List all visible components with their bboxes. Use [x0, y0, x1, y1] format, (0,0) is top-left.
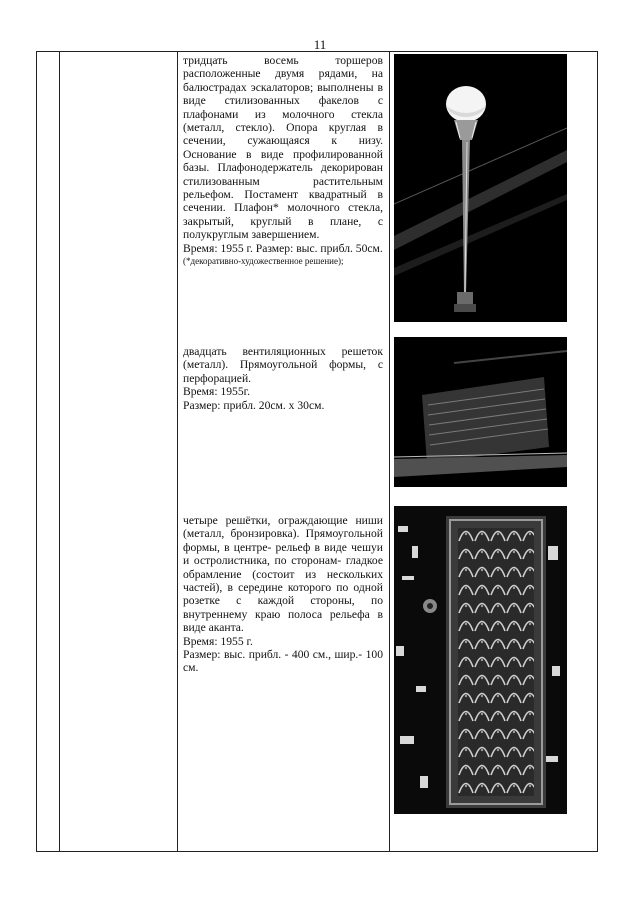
- entry-3-description: четыре решётки, ограждающие ниши (металл, бронзировка). Прямоугольной формы, в центре- рельеф в виде чешуи и остролистника, по сторонам- гладкое обрамление (состоит из нескольких частей), в середине которого по одной розетке с каждой стороны, по внутреннему краю полоса рельефа в виде аканта.: [183, 514, 383, 635]
- entry-2-size: Размер: прибл. 20см. х 30см.: [183, 398, 325, 412]
- entry-3-time: Время: 1955 г.: [183, 634, 253, 648]
- entry-2-description: двадцать вентиляционных решеток (металл). Прямоугольной формы, с перфорацией.: [183, 345, 383, 385]
- entry-1-text: [183, 54, 383, 267]
- entry-1-description: тридцать восемь торшеров расположенные двумя рядами, на балюстрадах эскалаторов; выполнены в виде стилизованных факелов с плафонами из молочного стекла (металл, стекло). Опора круглая в сечении, сужающаяся к низу. Основание в виде профилированной базы. Плафонодержатель декорирован стилизованным растительным рельефом. Постамент квадратный в сечении. Плафон* молочного стекла, закрытый, круглый в плане, с полукруглым завершением.: [183, 54, 383, 242]
- entry-2-text: [183, 345, 383, 412]
- column-divider: [389, 52, 390, 851]
- entry-1-time-size: Время: 1955 г. Размер: выс. прибл. 50см.: [183, 241, 383, 255]
- floor-lamp-photo: [394, 54, 567, 322]
- entry-2-time: Время: 1955г.: [183, 385, 250, 399]
- entry-3-text: [183, 514, 383, 675]
- column-divider: [177, 52, 178, 851]
- page-number: 11: [313, 37, 327, 52]
- entry-1-note: (*декоративно-художественное решение);: [183, 256, 344, 267]
- ventilation-grille-photo: [394, 337, 567, 487]
- column-divider: [59, 52, 60, 851]
- niche-grille-photo: [394, 506, 567, 814]
- entry-3-size: Размер: выс. прибл. - 400 см., шир.- 100 см.: [183, 648, 383, 675]
